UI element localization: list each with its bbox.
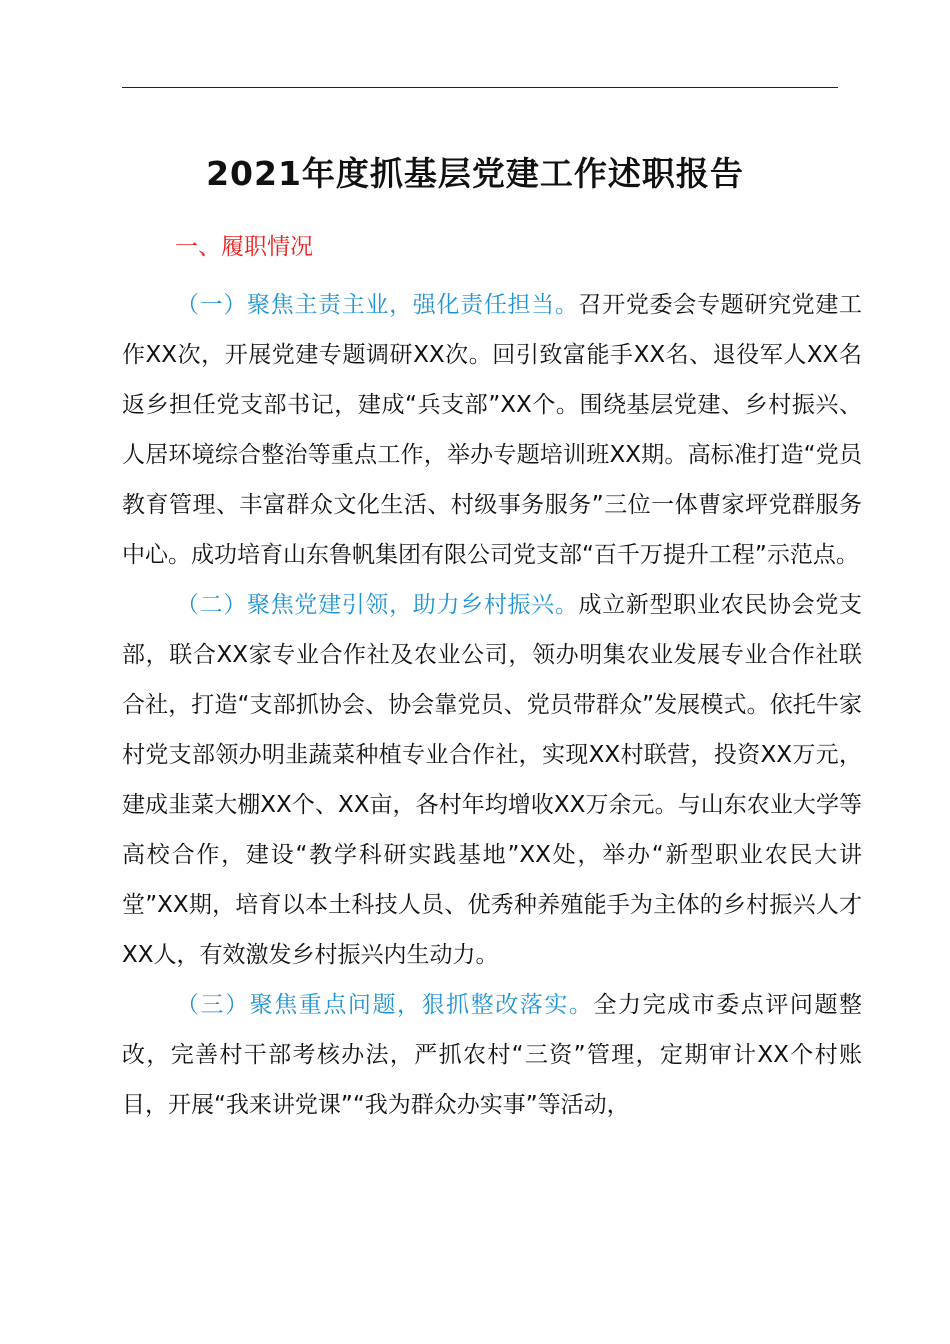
paragraph-1-text: 召开党委会专题研究党建工作XX次，开展党建专题调研XX次。回引致富能手XX名、退役军人XX名返乡担任党支部书记，建成“兵支部”XX个。围绕基层党建、乡村振兴、人居环境综合整治等重点工作，举办专题培训班XX期。高标准打造“党员教育管理、丰富群众文化生活、村级事务服务”三位一体曹家坪党群服务中心。成功培育山东鲁帆集团有限公司党支部“百千万提升工程”示范点。 — [122, 292, 863, 568]
paragraph-3-lead: （三）聚焦重点问题，狠抓整改落实。 — [176, 992, 594, 1018]
paragraph-2-text: 成立新型职业农民协会党支部，联合XX家专业合作社及农业公司，领办明集农业发展专业合作社联合社，打造“支部抓协会、协会靠党员、党员带群众”发展模式。依托牛家村党支部领办明韭蔬菜种植专业合作社，实现XX村联营，投资XX万元，建成韭菜大棚XX个、XX亩，各村年均增收XX万余元。与山东农业大学等高校合作，建设“教学科研实践基地”XX处，举办“新型职业农民大讲堂”XX期，培育以本土科技人员、优秀种养殖能手为主体的乡村振兴人才XX人，有效激发乡村振兴内生动力。 — [122, 592, 863, 968]
header-rule — [122, 87, 838, 88]
document-title: 2021年度抓基层党建工作述职报告 — [206, 154, 744, 193]
paragraph-2 — [122, 580, 862, 980]
paragraph-3 — [122, 980, 862, 1130]
paragraph-3-text: 全力完成市委点评问题整改，完善村干部考核办法，严抓农村“三资”管理，定期审计XX个村账目，开展“我来讲党课”“我为群众办实事”等活动， — [122, 992, 863, 1118]
paragraph-2-lead: （二）聚焦党建引领，助力乡村振兴。 — [176, 592, 579, 618]
section-heading: 一、履职情况 — [175, 234, 313, 260]
paragraph-1-lead: （一）聚焦主责主业，强化责任担当。 — [176, 292, 579, 318]
document-body — [122, 280, 862, 1130]
paragraph-1 — [122, 280, 862, 580]
